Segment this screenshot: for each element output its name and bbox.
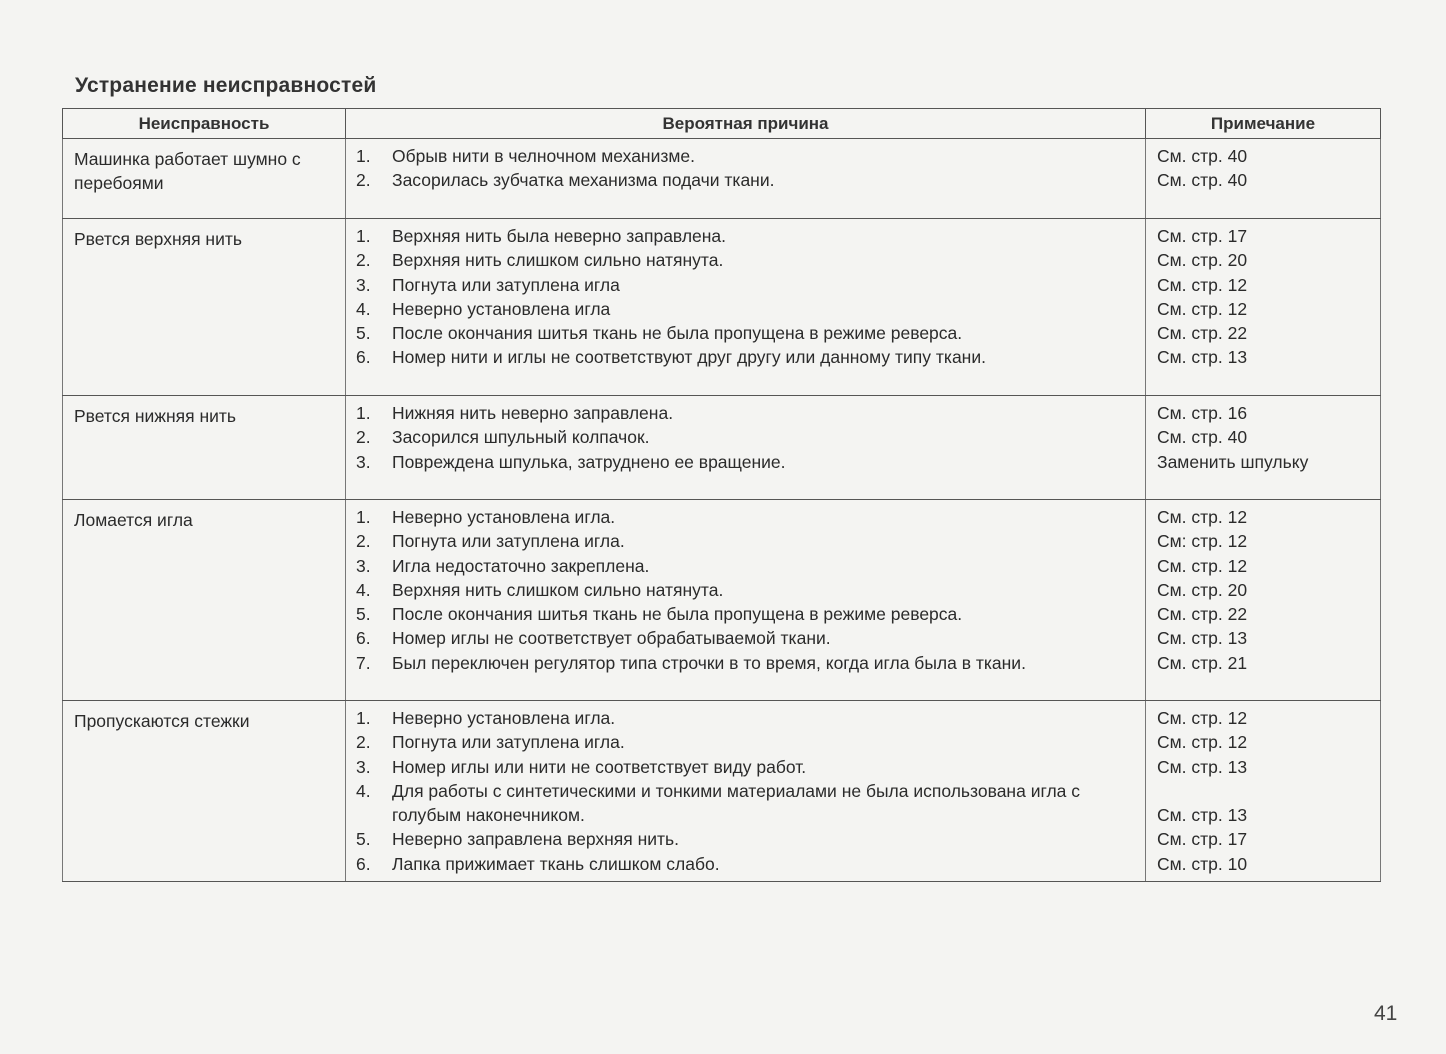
cause-number: 4. — [356, 780, 371, 801]
cause-text: Нижняя нить неверно заправлена. — [392, 403, 674, 423]
table-row — [63, 701, 1381, 882]
note-item: См. стр. 21 — [1157, 652, 1248, 673]
cause-list — [346, 139, 1145, 193]
cause-number: 1. — [356, 507, 371, 527]
page-title: Устранение неисправностей — [75, 74, 377, 97]
cause-number: 2. — [356, 732, 371, 753]
note-list — [1146, 139, 1380, 193]
note-item: См. стр. 40 — [1157, 427, 1248, 448]
cause-text: Засорилась зубчатка механизма подачи ткани. — [392, 170, 775, 191]
cause-number: 2. — [356, 427, 371, 448]
cause-number: 5. — [356, 604, 371, 625]
table-row — [63, 396, 1381, 500]
cause-text: Неверно заправлена верхняя нить. — [392, 829, 680, 850]
fault-text: Пропускаются стежки — [74, 711, 250, 731]
cause-text: После окончания шитья ткань не была пропущена в режиме реверса. — [392, 604, 963, 625]
header-note: Примечание — [1146, 109, 1381, 139]
note-item: См: стр. 12 — [1157, 531, 1248, 552]
cause-item — [356, 144, 1145, 168]
note-item: См. стр. 40 — [1157, 170, 1248, 191]
fault-text: Машинка работает шумно с перебоями — [74, 149, 301, 194]
note-item: См. стр. 40 — [1157, 146, 1248, 166]
fault-cell — [63, 396, 346, 500]
cause-item — [356, 505, 1145, 529]
note-list — [1146, 219, 1380, 370]
cause-number: 3. — [356, 451, 371, 472]
cause-item — [356, 321, 1145, 345]
cause-item — [356, 273, 1145, 297]
cause-text: Игла недостаточно закреплена. — [392, 555, 650, 576]
cause-list — [346, 500, 1145, 675]
header-cause: Вероятная причина — [346, 109, 1146, 139]
cause-number: 1. — [356, 403, 371, 423]
cause-item — [356, 297, 1145, 321]
note-cell — [1146, 139, 1381, 219]
cause-cell — [346, 219, 1146, 396]
cause-item — [356, 706, 1145, 730]
note-item: См. стр. 12 — [1157, 507, 1248, 527]
cause-text: Номер иглы не соответствует обрабатываемой ткани. — [392, 628, 831, 649]
cause-item — [356, 626, 1145, 650]
cause-item — [356, 852, 1145, 876]
cause-text: После окончания шитья ткань не была пропущена в режиме реверса. — [392, 323, 963, 344]
note-item: См. стр. 12 — [1157, 555, 1248, 576]
note-item: См. стр. 12 — [1157, 708, 1248, 728]
cause-text: Погнута или затуплена игла — [392, 274, 620, 295]
cause-item — [356, 401, 1145, 425]
table-header-row — [63, 109, 1381, 139]
cause-text: Погнута или затуплена игла. — [392, 732, 625, 753]
note-item — [1157, 779, 1380, 803]
cause-number: 1. — [356, 226, 371, 246]
cause-text: Обрыв нити в челночном механизме. — [392, 146, 696, 166]
cause-list — [346, 396, 1145, 474]
cause-number: 3. — [356, 274, 371, 295]
cause-number: 2. — [356, 531, 371, 552]
cause-item — [356, 248, 1145, 272]
note-list — [1146, 701, 1380, 876]
note-list — [1146, 500, 1380, 675]
fault-cell — [63, 701, 346, 882]
cause-cell — [346, 139, 1146, 219]
cause-text: Верхняя нить была неверно заправлена. — [392, 226, 727, 246]
note-item: См. стр. 13 — [1157, 628, 1248, 649]
cause-text: Верхняя нить слишком сильно натянута. — [392, 250, 724, 271]
cause-item — [356, 168, 1145, 192]
cause-item — [356, 578, 1145, 602]
cause-item — [356, 827, 1145, 851]
table-row — [63, 219, 1381, 396]
cause-number: 2. — [356, 170, 371, 191]
table-body — [63, 139, 1381, 882]
cause-item — [356, 602, 1145, 626]
fault-cell — [63, 139, 346, 219]
cause-item — [356, 554, 1145, 578]
troubleshooting-table — [62, 108, 1381, 882]
cause-text: Неверно установлена игла — [392, 298, 611, 319]
cause-text: Верхняя нить слишком сильно натянута. — [392, 579, 724, 600]
note-item: См. стр. 17 — [1157, 226, 1248, 246]
cause-number: 6. — [356, 853, 371, 874]
cause-number: 6. — [356, 628, 371, 649]
cause-item — [356, 755, 1145, 779]
cause-text: Номер иглы или нити не соответствует виду работ. — [392, 756, 807, 777]
cause-number: 1. — [356, 146, 371, 166]
cause-number: 5. — [356, 829, 371, 850]
table-row — [63, 139, 1381, 219]
cause-number: 1. — [356, 708, 371, 728]
cause-cell — [346, 500, 1146, 701]
note-item: См. стр. 22 — [1157, 604, 1248, 625]
cause-list — [346, 219, 1145, 370]
note-item: Заменить шпульку — [1157, 451, 1309, 472]
cause-number: 7. — [356, 652, 371, 673]
cause-list — [346, 701, 1145, 876]
cause-number: 6. — [356, 347, 371, 368]
cause-number: 4. — [356, 298, 371, 319]
note-cell — [1146, 396, 1381, 500]
cause-text: Повреждена шпулька, затруднено ее вращение. — [392, 451, 786, 472]
note-item: См. стр. 13 — [1157, 756, 1248, 777]
cause-number: 4. — [356, 579, 371, 600]
note-item: См. стр. 17 — [1157, 829, 1248, 850]
cause-cell — [346, 701, 1146, 882]
fault-cell — [63, 500, 346, 701]
cause-text: Неверно установлена игла. — [392, 708, 616, 728]
note-item: См. стр. 13 — [1157, 805, 1248, 826]
cause-text: Неверно установлена игла. — [392, 507, 616, 527]
header-fault: Неисправность — [63, 109, 346, 139]
note-item: См. стр. 10 — [1157, 853, 1248, 874]
note-list — [1146, 396, 1380, 474]
cause-item — [356, 450, 1145, 474]
note-cell — [1146, 701, 1381, 882]
page-number: 41 — [1374, 1002, 1398, 1025]
cause-cell — [346, 396, 1146, 500]
cause-number: 3. — [356, 756, 371, 777]
note-cell — [1146, 219, 1381, 396]
fault-text: Ломается игла — [74, 510, 193, 530]
cause-item — [356, 779, 1145, 828]
note-item: См. стр. 16 — [1157, 403, 1248, 423]
cause-number: 5. — [356, 323, 371, 344]
cause-text: Погнута или затуплена игла. — [392, 531, 625, 552]
cause-item — [356, 730, 1145, 754]
fault-text: Рвется нижняя нить — [74, 406, 237, 426]
cause-item — [356, 529, 1145, 553]
cause-item — [356, 651, 1145, 675]
note-item: См. стр. 20 — [1157, 579, 1248, 600]
note-item: См. стр. 12 — [1157, 274, 1248, 295]
cause-number: 3. — [356, 555, 371, 576]
note-item: См. стр. 13 — [1157, 347, 1248, 368]
cause-number: 2. — [356, 250, 371, 271]
fault-text: Рвется верхняя нить — [74, 229, 243, 249]
cause-text: Был переключен регулятор типа строчки в то время, когда игла была в ткани. — [392, 652, 1026, 673]
cause-text: Лапка прижимает ткань слишком слабо. — [392, 853, 720, 874]
fault-cell — [63, 219, 346, 396]
note-item: См. стр. 20 — [1157, 250, 1248, 271]
note-item: См. стр. 22 — [1157, 323, 1248, 344]
note-item: См. стр. 12 — [1157, 298, 1248, 319]
cause-text: Номер нити и иглы не соответствуют друг другу или данному типу ткани. — [392, 347, 986, 368]
cause-item — [356, 425, 1145, 449]
note-cell — [1146, 500, 1381, 701]
table-row — [63, 500, 1381, 701]
cause-item — [356, 224, 1145, 248]
cause-text: Для работы с синтетическими и тонкими материалами не была использована игла с голубым наконечником. — [392, 780, 1081, 826]
cause-item — [356, 345, 1145, 369]
note-item: См. стр. 12 — [1157, 732, 1248, 753]
cause-text: Засорился шпульный колпачок. — [392, 427, 650, 448]
